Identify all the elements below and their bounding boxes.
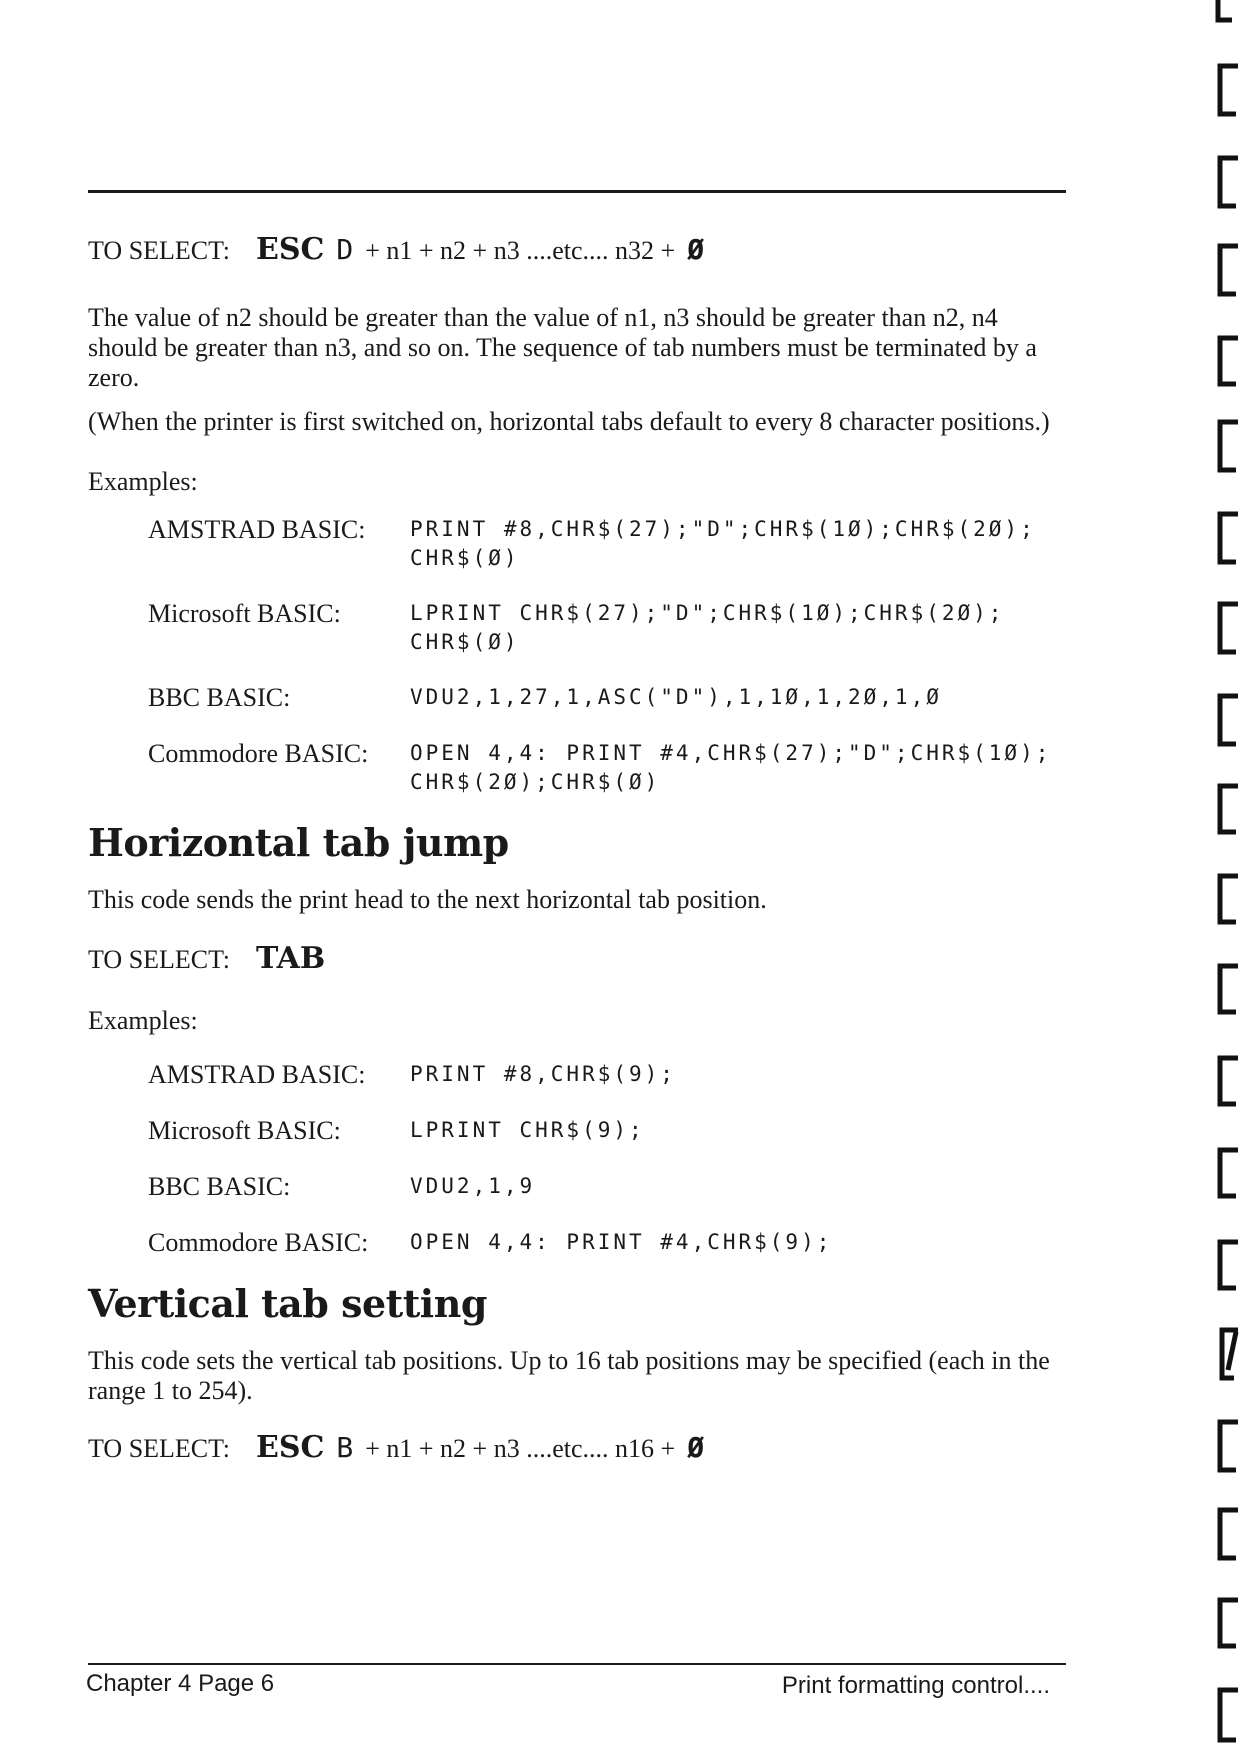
tab-code: TAB [255,941,326,976]
example-language: Commodore BASIC: [148,1228,369,1257]
examples-label: Examples: [88,1006,198,1035]
example-code: LPRINT CHR$(27);"D";CHR$(1Ø);CHR$(2Ø); CHR$(Ø) [410,601,1005,654]
example-language: Commodore BASIC: [148,739,369,768]
binder-rings-icon [1180,0,1240,1755]
example-language: Microsoft BASIC: [148,1116,341,1145]
example-language: Microsoft BASIC: [148,599,341,628]
select-line-esc-b [88,1430,1068,1465]
esc-code: ESC [255,1430,325,1465]
example-code: LPRINT CHR$(9); [410,1118,645,1142]
example-row [148,1116,1068,1146]
example-row [148,1172,1068,1202]
paragraph-vertical-tab: This code sets the vertical tab positions. Up to 16 tab positions may be specified (each in the range 1 to 254). [88,1346,1050,1405]
bottom-rule [88,1663,1066,1665]
paragraph-tab-default: (When the printer is first switched on, horizontal tabs default to every 8 character positions.) [88,407,1050,436]
example-language: AMSTRAD BASIC: [148,515,366,544]
example-code: VDU2,1,27,1,ASC("D"),1,1Ø,1,2Ø,1,Ø [410,685,942,709]
terminator-zero: Ø [687,1431,705,1464]
select-label: TO SELECT: [88,1434,230,1463]
footer-section-title: Print formatting control.... [781,1672,1050,1699]
select-line-tab [88,941,1068,976]
select-label: TO SELECT: [88,236,230,265]
select-line-esc-d [88,232,1068,267]
example-language: BBC BASIC: [148,683,291,712]
top-rule [88,190,1066,193]
example-code: VDU2,1,9 [410,1174,536,1198]
example-language: BBC BASIC: [148,1172,291,1201]
examples-table [148,1060,1068,1258]
example-row [148,515,1068,573]
heading-vertical-tab-setting: Vertical tab setting [88,1281,487,1326]
terminator-zero: Ø [687,233,705,266]
example-language: AMSTRAD BASIC: [148,1060,366,1089]
example-row [148,739,1068,797]
select-sequence: + n1 + n2 + n3 ....etc.... n32 + [365,236,676,265]
footer-page-number: Chapter 4 Page 6 [86,1670,275,1697]
select-sequence: + n1 + n2 + n3 ....etc.... n16 + [365,1434,676,1463]
example-code: OPEN 4,4: PRINT #4,CHR$(9); [410,1230,833,1254]
example-row [148,1060,1068,1090]
heading-horizontal-tab-jump: Horizontal tab jump [88,820,509,865]
paragraph-tab-jump: This code sends the print head to the next horizontal tab position. [88,885,767,914]
select-label: TO SELECT: [88,945,230,974]
example-code: PRINT #8,CHR$(9); [410,1062,676,1086]
example-code: OPEN 4,4: PRINT #4,CHR$(27);"D";CHR$(1Ø); CHR$(2Ø);CHR$(Ø) [410,741,1052,794]
examples-table [148,515,1068,797]
example-row [148,599,1068,657]
example-row [148,1228,1068,1258]
example-code: PRINT #8,CHR$(27);"D";CHR$(1Ø);CHR$(2Ø); CHR$(Ø) [410,517,1036,570]
page-content [88,232,1068,1465]
paragraph-tab-order: The value of n2 should be greater than the value of n1, n3 should be greater than n2, n4 should be greater than n3, and so on. The sequence of tab numbers must be terminated by a zero. [88,303,1037,392]
esc-letter: D [336,233,354,266]
esc-code: ESC [255,232,325,267]
esc-letter: B [336,1431,354,1464]
examples-label: Examples: [88,467,198,496]
example-row [148,683,1068,713]
